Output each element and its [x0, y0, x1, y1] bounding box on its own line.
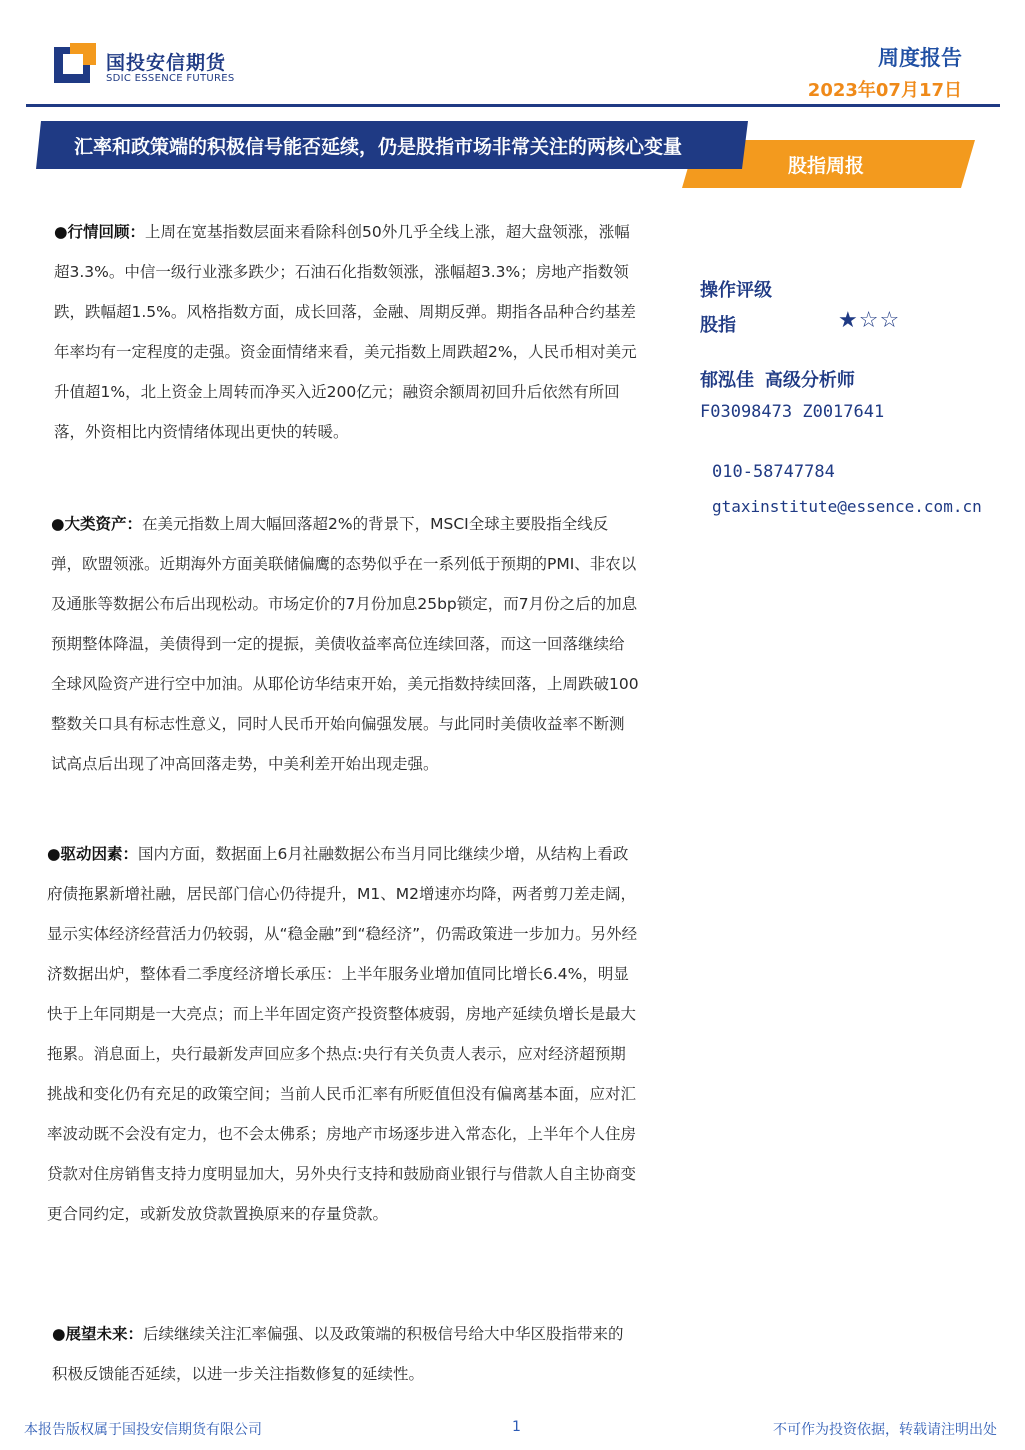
section-text: 上周在宽基指数层面来看除科创50外几乎全线上涨，超大盘领涨，涨幅超3.3%。中信一级行业涨多跌少；石油石化指数领涨，涨幅超3.3%；房地产指数领跌，跌幅超1.5%。风格指数方面，成长回落，金融、周期反弹。期指各品种合约基差年率均有一定程度的走强。资金面情绪来看，美元指数上周跌超2%，人民币相对美元升值超1%，北上资金上周转而净买入近200亿元；融资余额周初回升后依然有所回落，外资相比内资情绪体现出更快的转暖。 — [54, 223, 637, 441]
rating-stars-icon: ★☆☆ — [838, 308, 901, 333]
section-label: ●行情回顾： — [54, 223, 146, 241]
section-label: ●大类资产： — [51, 515, 143, 533]
page-number: 1 — [512, 1419, 521, 1435]
section-drivers — [47, 834, 639, 1234]
logo-mark-icon — [54, 43, 96, 83]
rating-heading: 操作评级 — [700, 280, 772, 301]
section-text: 国内方面，数据面上6月社融数据公布当月同比继续少增，从结构上看政府债拖累新增社融，居民部门信心仍待提升，M1、M2增速亦均降，两者剪刀差走阔，显示实体经济经营活力仍较弱，从“稳金融”到“稳经济”，仍需政策进一步加力。另外经济数据出炉，整体看二季度经济增长承压：上半年服务业增加值同比增长6.4%，明显快于上年同期是一大亮点；而上半年固定资产投资整体疲弱，房地产延续负增长是最大拖累。消息面上，央行最新发声回应多个热点:央行有关负责人表示，应对经济超预期挑战和变化仍有充足的政策空间；当前人民币汇率有所贬值但没有偏离基本面，应对汇率波动既不会没有定力，也不会太佛系；房地产市场逐步进入常态化，上半年个人住房贷款对住房销售支持力度明显加大，另外央行支持和鼓励商业银行与借款人自主协商变更合同约定，或新发放贷款置换原来的存量贷款。 — [47, 845, 638, 1223]
section-market-review — [54, 212, 639, 452]
contact-email[interactable]: gtaxinstitute@essence.com.cn — [712, 497, 982, 516]
analyst-license: F03098473 Z0017641 — [700, 402, 885, 422]
company-logo-text: 国投安信期货 — [106, 52, 227, 74]
section-label: ●驱动因素： — [47, 845, 139, 863]
report-title: 汇率和政策端的积极信号能否延续，仍是股指市场非常关注的两核心变量 — [74, 136, 683, 158]
company-logo-english: SDIC ESSENCE FUTURES — [106, 73, 235, 84]
section-text: 后续继续关注汇率偏强、以及政策端的积极信号给大中华区股指带来的积极反馈能否延续，以进一步关注指数修复的延续性。 — [52, 1325, 624, 1383]
contact-phone: 010-58747784 — [712, 462, 835, 482]
footer-disclaimer: 不可作为投资依据，转载请注明出处 — [773, 1422, 997, 1438]
analyst-name: 郁泓佳 高级分析师 — [700, 370, 855, 391]
rating-field: 股指 — [700, 315, 736, 336]
section-text: 在美元指数上周大幅回落超2%的背景下，MSCI全球主要股指全线反弹，欧盟领涨。近期海外方面美联储偏鹰的态势似乎在一系列低于预期的PMI、非农以及通胀等数据公布后出现松动。市场定价的7月份加息25bp锁定，而7月份之后的加息预期整体降温，美债得到一定的提振，美债收益率高位连续回落，而这一回落继续给全球风险资产进行空中加油。从耶伦访华结束开始，美元指数持续回落，上周跌破100整数关口具有标志性意义，同时人民币开始向偏强发展。与此同时美债收益率不断测试高点后出现了冲高回落走势，中美利差开始出现走强。 — [51, 515, 639, 773]
footer-copyright: 本报告版权属于国投安信期货有限公司 — [24, 1422, 262, 1438]
report-date: 2023年07月17日 — [807, 80, 962, 101]
section-asset-classes — [51, 504, 639, 784]
header-divider — [26, 104, 1000, 107]
section-outlook — [52, 1314, 639, 1394]
section-label: ●展望未来： — [52, 1325, 144, 1343]
report-type: 周度报告 — [878, 46, 962, 70]
category-tag: 股指周报 — [788, 155, 865, 177]
